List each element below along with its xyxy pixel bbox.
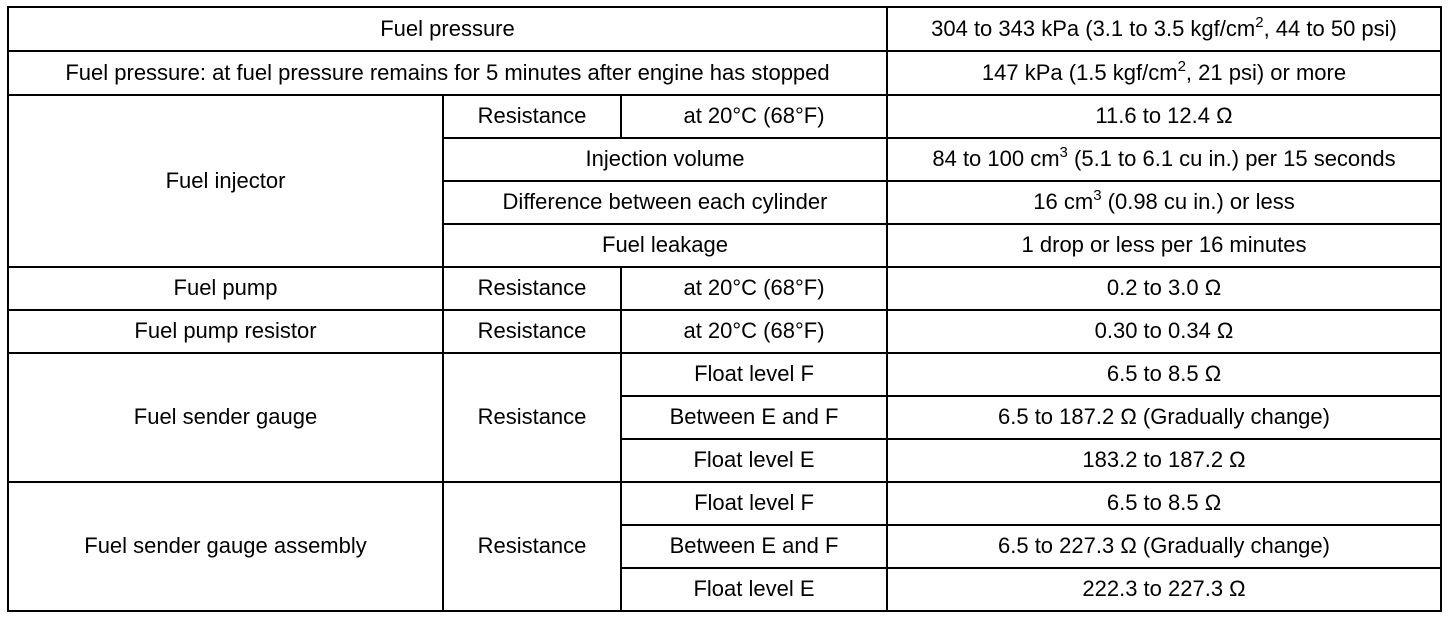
fuel-sender-gauge-label: Fuel sender gauge [8,353,443,482]
fuel-specs-table [7,6,1442,612]
sender-gauge-assembly-value: 6.5 to 8.5 Ω [887,482,1441,525]
fuel-sender-gauge-resistance-label: Resistance [443,353,621,482]
fuel-pressure-hold-value: 147 kPa (1.5 kgf/$cm^2$, 21 psi) or more [887,51,1441,95]
sender-gauge-condition: Float level F [621,353,887,396]
fuel-injector-resistance-value: 11.6 to 12.4 Ω [887,95,1441,138]
sender-gauge-assembly-value: 6.5 to 227.3 Ω (Gradually change) [887,525,1441,568]
fuel-pressure-label: Fuel pressure [8,7,887,51]
sender-gauge-assembly-condition: Float level E [621,568,887,611]
sender-gauge-assembly-value: 222.3 to 227.3 Ω [887,568,1441,611]
table-row [8,310,1441,353]
fuel-sender-gauge-assembly-resistance-label: Resistance [443,482,621,611]
fuel-pump-label: Fuel pump [8,267,443,310]
fuel-pump-resistor-value: 0.30 to 0.34 Ω [887,310,1441,353]
fuel-injector-resistance-label: Resistance [443,95,621,138]
fuel-pump-resistor-resistance-label: Resistance [443,310,621,353]
table-row [8,95,1441,138]
cylinder-difference-value: 16 $cm^3$ (0.98 cu in.) or less [887,181,1441,224]
sender-gauge-assembly-condition: Between E and F [621,525,887,568]
sender-gauge-condition: Between E and F [621,396,887,439]
injection-volume-label: Injection volume [443,138,887,181]
fuel-pump-resistor-condition: at 20°C (68°F) [621,310,887,353]
fuel-pressure-value: 304 to 343 kPa (3.1 to 3.5 kgf/$cm^2$, 44 to 50 psi) [887,7,1441,51]
table-row [8,267,1441,310]
sender-gauge-assembly-condition: Float level F [621,482,887,525]
injection-volume-value: 84 to 100 $cm^3$ (5.1 to 6.1 cu in.) per 15 seconds [887,138,1441,181]
fuel-leakage-label: Fuel leakage [443,224,887,267]
table-row [8,7,1441,51]
sender-gauge-value: 6.5 to 187.2 Ω (Gradually change) [887,396,1441,439]
fuel-pressure-hold-label: Fuel pressure: at fuel pressure remains for 5 minutes after engine has stopped [8,51,887,95]
fuel-sender-gauge-assembly-label: Fuel sender gauge assembly [8,482,443,611]
fuel-injector-label: Fuel injector [8,95,443,267]
sender-gauge-condition: Float level E [621,439,887,482]
cylinder-difference-label: Difference between each cylinder [443,181,887,224]
fuel-injector-resistance-condition: at 20°C (68°F) [621,95,887,138]
fuel-pump-value: 0.2 to 3.0 Ω [887,267,1441,310]
sender-gauge-value: 6.5 to 8.5 Ω [887,353,1441,396]
fuel-leakage-value: 1 drop or less per 16 minutes [887,224,1441,267]
table-row [8,51,1441,95]
table-row [8,353,1441,396]
table-row [8,482,1441,525]
sender-gauge-value: 183.2 to 187.2 Ω [887,439,1441,482]
fuel-pump-resistance-label: Resistance [443,267,621,310]
fuel-pump-condition: at 20°C (68°F) [621,267,887,310]
fuel-pump-resistor-label: Fuel pump resistor [8,310,443,353]
